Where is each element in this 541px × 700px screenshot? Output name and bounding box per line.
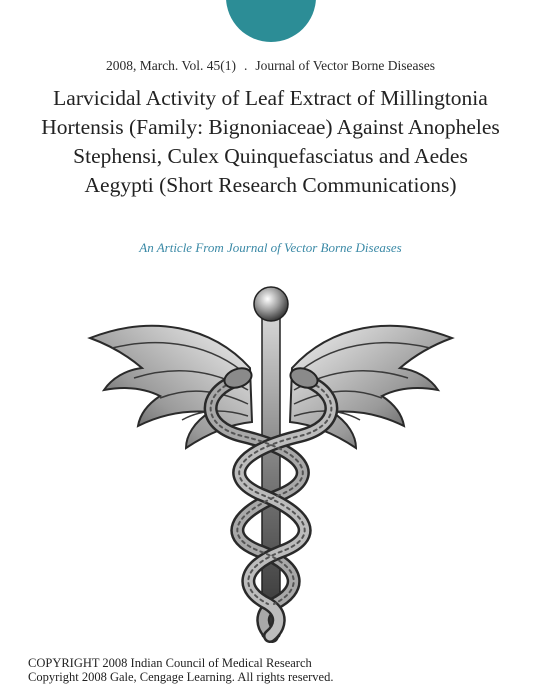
decorative-disc [226, 0, 316, 42]
caduceus-icon [82, 286, 460, 644]
copyright-block [28, 656, 333, 684]
staff-knob [254, 287, 288, 321]
citation-date-volume: 2008, March. Vol. 45(1) [105, 58, 236, 73]
copyright-line-2: Copyright 2008 Gale, Cengage Learning. All rights reserved. [28, 670, 334, 684]
citation-journal: Journal of Vector Borne Diseases [255, 58, 436, 73]
staff [262, 312, 280, 638]
document-subtitle: An Article From Journal of Vector Borne Diseases [139, 240, 402, 255]
copyright-line-1: COPYRIGHT 2008 Indian Council of Medical Research [28, 656, 312, 670]
document-title: Larvicidal Activity of Leaf Extract of Millingtonia Hortensis (Family: Bignoniaceae) Against Anopheles Stephensi, Culex Quinquefasciatus and Aedes Aegypti (Short Research Communications) [41, 86, 500, 197]
citation-line [0, 58, 541, 74]
citation-separator: . [243, 58, 248, 73]
